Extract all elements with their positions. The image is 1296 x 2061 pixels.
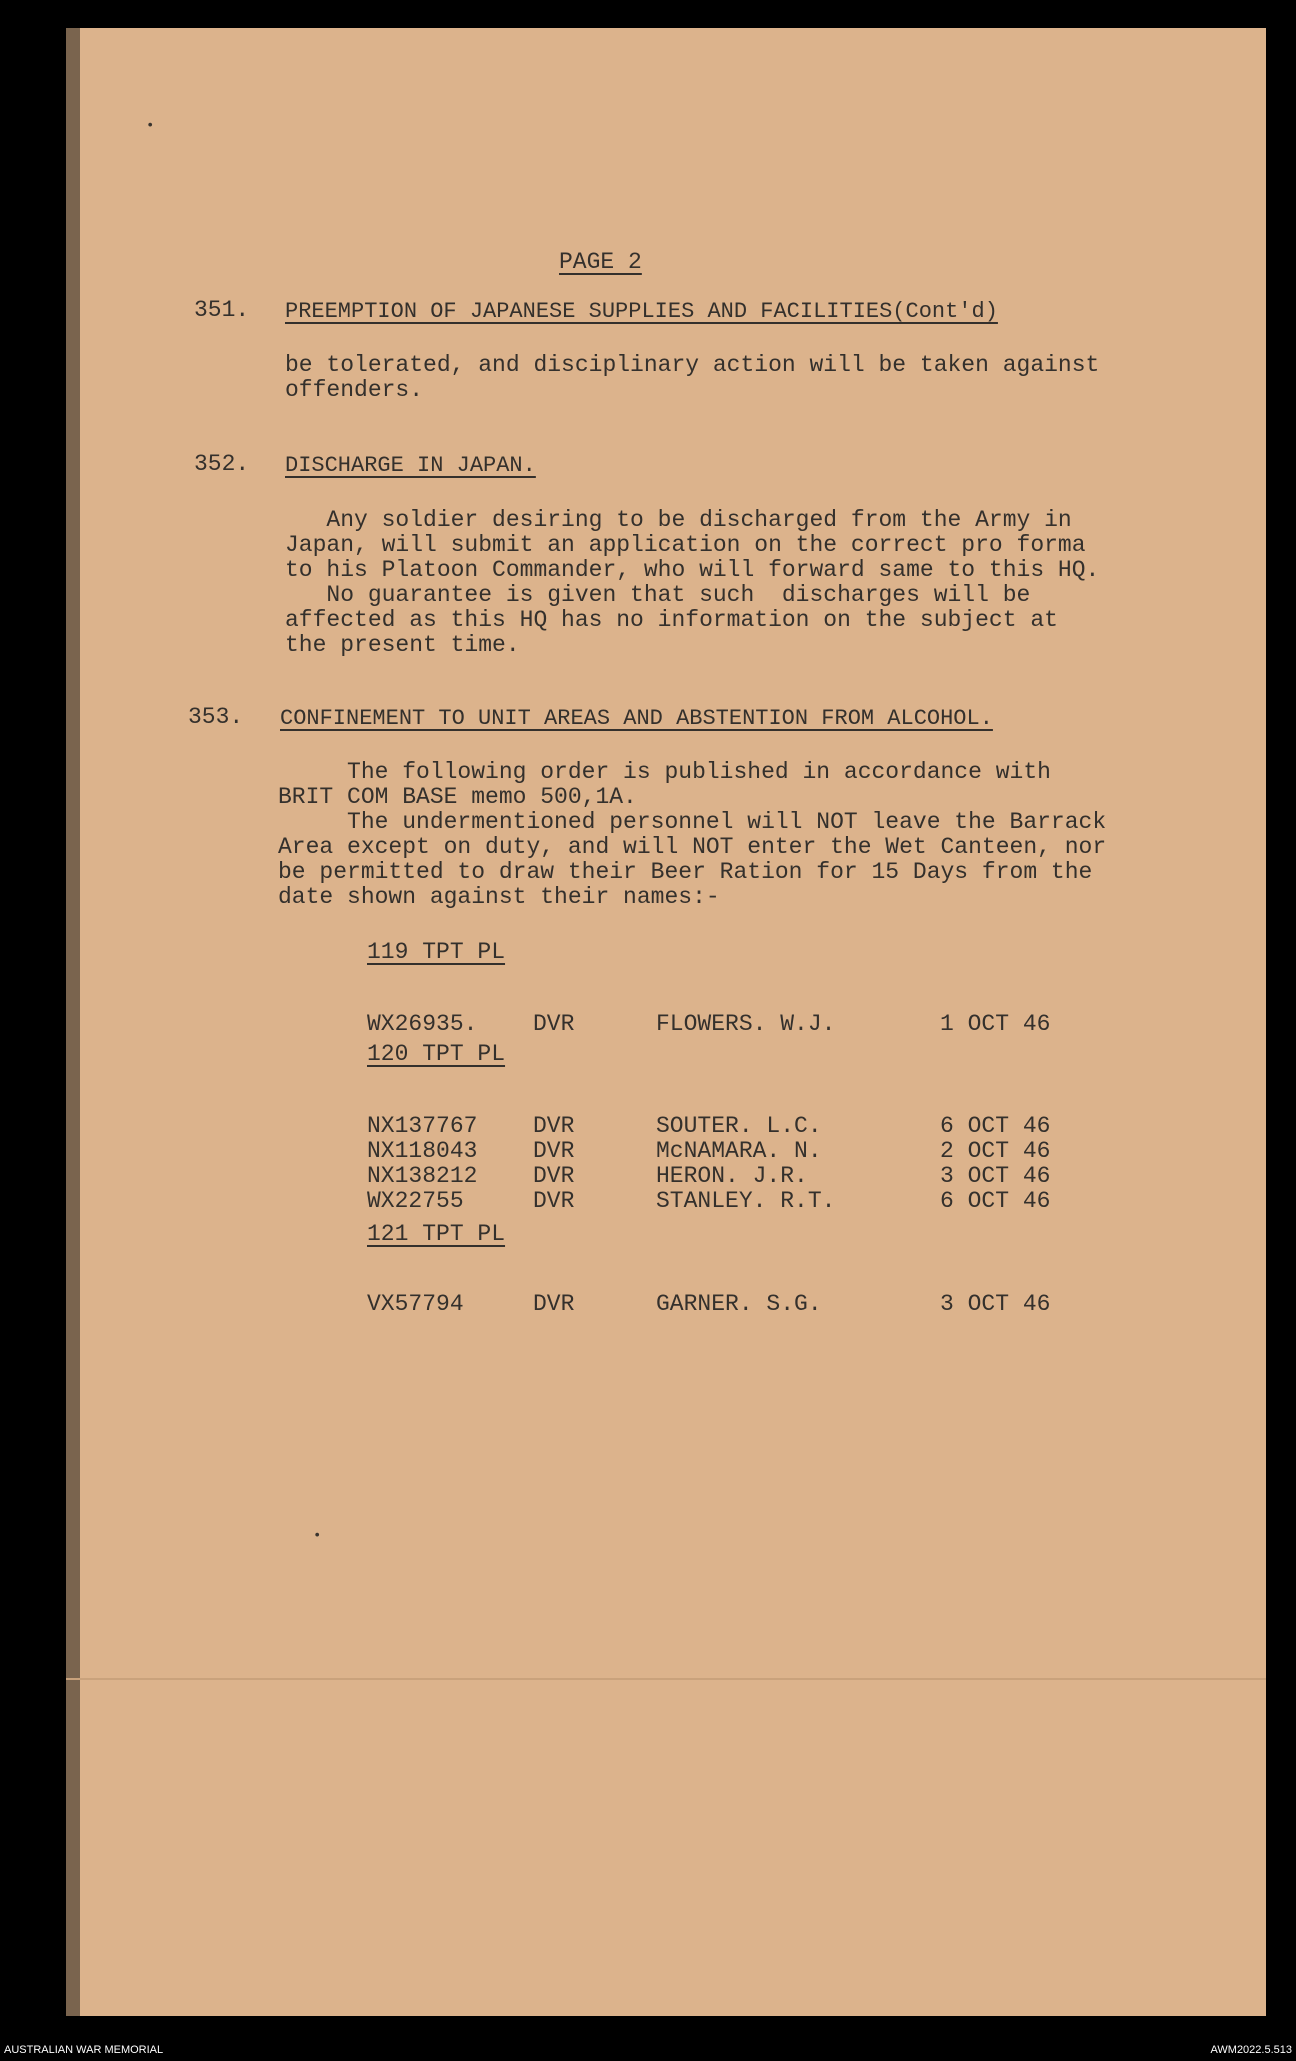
personnel-name: STANLEY. R.T. xyxy=(656,1188,836,1214)
body-line: offenders. xyxy=(285,377,424,403)
body-line: the present time. xyxy=(285,632,520,658)
page-fold-line xyxy=(66,1678,1266,1680)
confinement-date: 3 OCT 46 xyxy=(940,1163,1051,1189)
confinement-date: 6 OCT 46 xyxy=(940,1113,1051,1139)
service-number: VX57794 xyxy=(367,1291,464,1317)
body-line: be tolerated, and disciplinary action will be taken against xyxy=(285,352,1100,378)
personnel-name: SOUTER. L.C. xyxy=(656,1113,822,1139)
section-352-number: 352. xyxy=(194,451,250,477)
footer-record-id: AWM2022.5.513 xyxy=(1210,2044,1292,2056)
body-line: Area except on duty, and will NOT enter the Wet Canteen, nor xyxy=(278,834,1107,860)
rank: DVR xyxy=(533,1011,575,1037)
paper-mark: • xyxy=(146,118,155,134)
confinement-date: 2 OCT 46 xyxy=(940,1138,1051,1164)
page-binding-edge xyxy=(66,28,80,2016)
confinement-date: 1 OCT 46 xyxy=(940,1011,1051,1037)
body-line: to his Platoon Commander, who will forward same to this HQ. xyxy=(285,557,1100,583)
body-line: date shown against their names:- xyxy=(278,884,720,910)
paper-mark: • xyxy=(313,1528,322,1544)
rank: DVR xyxy=(533,1138,575,1164)
service-number: NX138212 xyxy=(367,1163,478,1189)
platoon-heading: 120 TPT PL xyxy=(367,1041,506,1067)
section-353-title: CONFINEMENT TO UNIT AREAS AND ABSTENTION FROM ALCOHOL. xyxy=(280,706,993,731)
rank: DVR xyxy=(533,1188,575,1214)
body-line: The following order is published in accordance with xyxy=(278,759,1051,785)
body-line: affected as this HQ has no information on the subject at xyxy=(285,607,1058,633)
personnel-name: GARNER. S.G. xyxy=(656,1291,822,1317)
body-line: be permitted to draw their Beer Ration for 15 Days from the xyxy=(278,859,1093,885)
personnel-name: McNAMARA. N. xyxy=(656,1138,822,1164)
body-line: Japan, will submit an application on the correct pro forma xyxy=(285,532,1086,558)
rank: DVR xyxy=(533,1163,575,1189)
confinement-date: 3 OCT 46 xyxy=(940,1291,1051,1317)
personnel-name: HERON. J.R. xyxy=(656,1163,808,1189)
body-line: The undermentioned personnel will NOT leave the Barrack xyxy=(278,809,1107,835)
rank: DVR xyxy=(533,1291,575,1317)
service-number: WX22755 xyxy=(367,1188,464,1214)
platoon-heading: 119 TPT PL xyxy=(367,939,506,965)
service-number: NX118043 xyxy=(367,1138,478,1164)
confinement-date: 6 OCT 46 xyxy=(940,1188,1051,1214)
footer-archive-credit: AUSTRALIAN WAR MEMORIAL xyxy=(4,2044,164,2056)
body-line: BRIT COM BASE memo 500,1A. xyxy=(278,784,637,810)
body-line: Any soldier desiring to be discharged from the Army in xyxy=(285,507,1072,533)
section-351-number: 351. xyxy=(194,297,250,323)
section-351-body xyxy=(285,353,1099,403)
section-353-number: 353. xyxy=(188,704,244,730)
document-page xyxy=(66,28,1266,2016)
service-number: WX26935. xyxy=(367,1011,478,1037)
section-352-title: DISCHARGE IN JAPAN. xyxy=(285,453,536,478)
section-353-body xyxy=(278,760,1106,910)
page-number-heading: PAGE 2 xyxy=(559,249,642,275)
personnel-name: FLOWERS. W.J. xyxy=(656,1011,836,1037)
body-line: No guarantee is given that such discharges will be xyxy=(285,582,1031,608)
rank: DVR xyxy=(533,1113,575,1139)
service-number: NX137767 xyxy=(367,1113,478,1139)
section-351-title: PREEMPTION OF JAPANESE SUPPLIES AND FACILITIES(Cont'd) xyxy=(285,299,998,324)
platoon-heading: 121 TPT PL xyxy=(367,1221,506,1247)
section-352-body xyxy=(285,508,1099,658)
